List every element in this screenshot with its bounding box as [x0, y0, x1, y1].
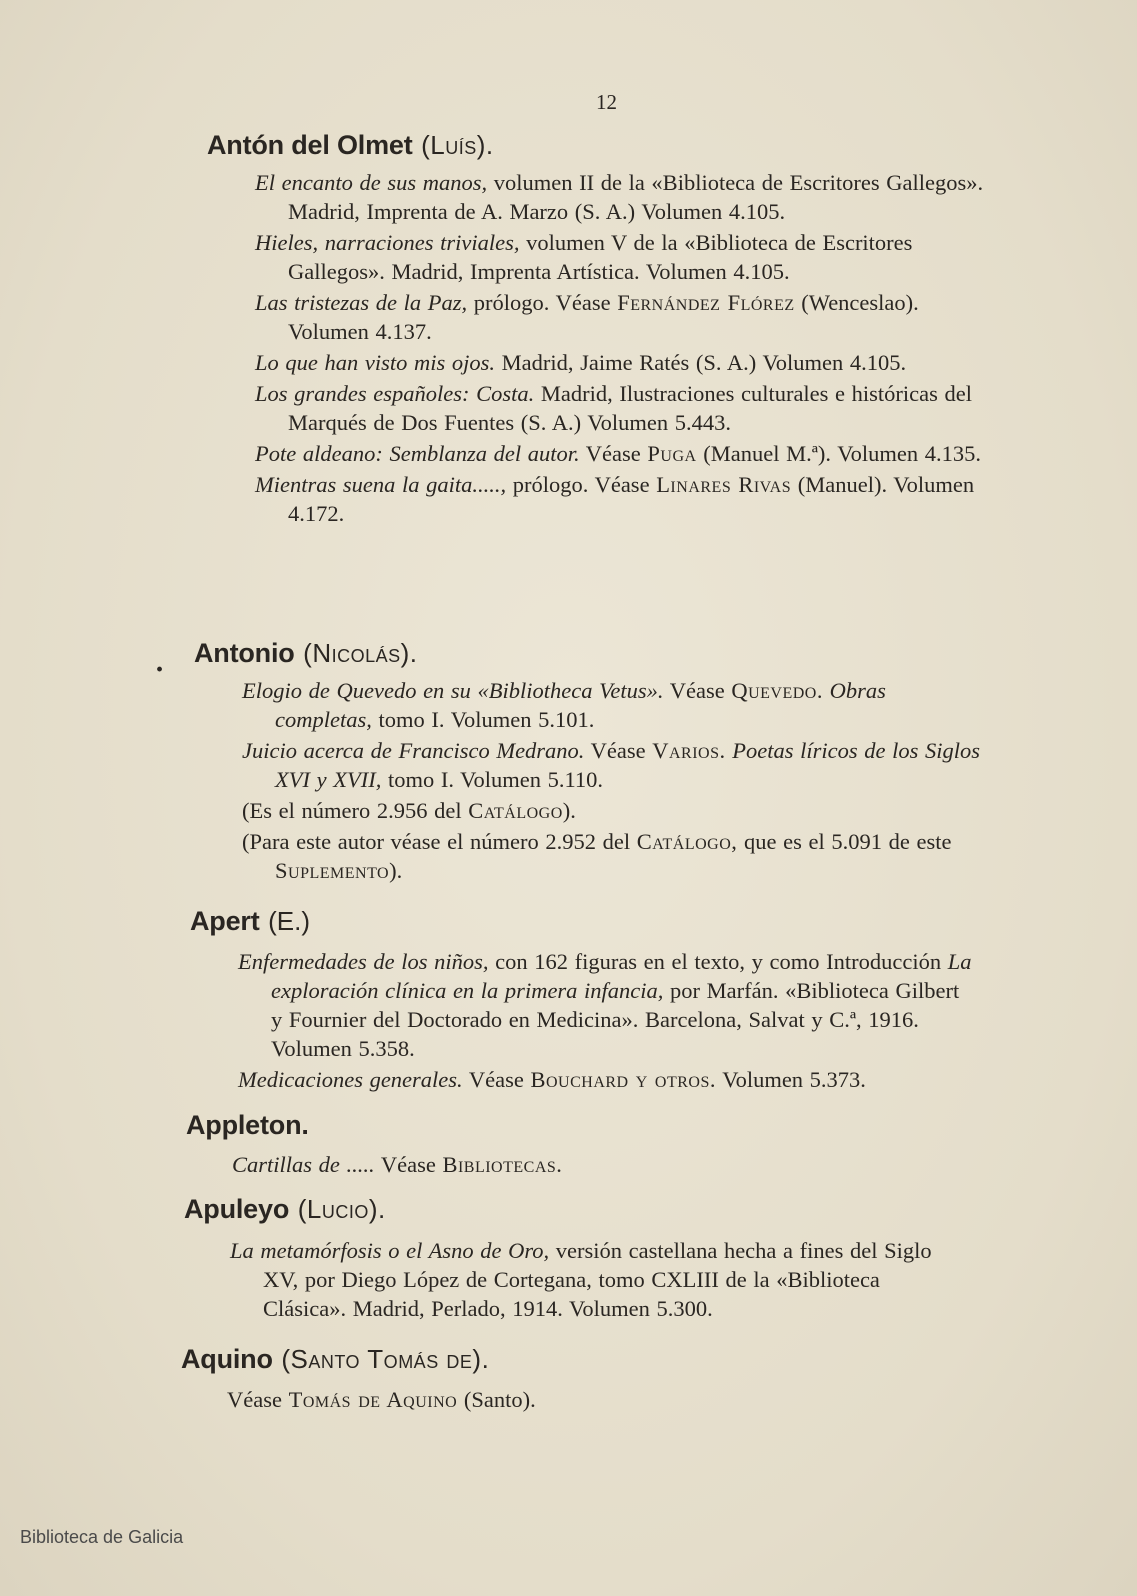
- author-heading: [194, 636, 984, 671]
- work-entry: Cartillas de ..... Véase Bibliotecas.: [232, 1152, 563, 1177]
- author-heading: Appleton.: [186, 1110, 309, 1140]
- see-reference: Véase Tomás de Aquino (Santo).: [227, 1387, 536, 1412]
- author-heading: [207, 128, 997, 163]
- author-given-name: (Nicolás).: [303, 638, 418, 668]
- work-entry: Los grandes españoles: Costa. Madrid, Ilustraciones culturales e históricas del Marqués de Dos Fuentes (S. A.) Volumen 5.443.: [255, 381, 973, 435]
- entry-antonio: [194, 636, 984, 885]
- work-entry: Juicio acerca de Francisco Medrano. Véase Varios. Poetas líricos de los Siglos XVI y XVII, tomo I. Volumen 5.110.: [242, 738, 981, 792]
- work-entry: La metamórfosis o el Asno de Oro, versión castellana hecha a fines del Siglo XV, por Diego López de Cortegana, tomo CXLIII de la «Biblioteca Clásica». Madrid, Perlado, 1914. Volumen 5.300.: [230, 1238, 932, 1321]
- page-number: 12: [596, 90, 617, 114]
- margin-dot: .: [155, 648, 165, 678]
- work-entry: Mientras suena la gaita....., prólogo. Véase Linares Rivas (Manuel). Volumen 4.172.: [255, 472, 975, 526]
- library-watermark: Biblioteca de Galicia: [20, 1527, 184, 1547]
- author-name: Appleton: [186, 1110, 302, 1140]
- author-name: Aquino: [181, 1344, 273, 1374]
- author-given-name: (E.): [268, 906, 310, 936]
- catalog-note: (Para este autor véase el número 2.952 del Catálogo, que es el 5.091 de este Suplemento).: [242, 829, 952, 883]
- author-name: Antón del Olmet: [207, 130, 413, 160]
- work-entry: Hieles, narraciones triviales, volumen V de la «Biblioteca de Escritores Gallegos». Madrid, Imprenta Artística. Volumen 4.105.: [255, 230, 913, 284]
- author-heading: [181, 1342, 971, 1377]
- catalog-note: (Es el número 2.956 del Catálogo).: [242, 798, 576, 823]
- author-name: Apert: [190, 906, 260, 936]
- author-name: Antonio: [194, 638, 295, 668]
- entry-aquino: [181, 1342, 971, 1414]
- work-entry: Lo que han visto mis ojos. Madrid, Jaime Ratés (S. A.) Volumen 4.105.: [255, 350, 907, 375]
- author-heading: [190, 904, 980, 939]
- work-entry: Enfermedades de los niños, con 162 figuras en el texto, y como Introducción La exploración clínica en la primera infancia, por Marfán. «Biblioteca Gilbert y Fournier del Doctorado en Medicina». Barcelona, Salvat y C.ª, 1916. Volumen 5.358.: [238, 949, 972, 1061]
- author-given-name: (Luís).: [421, 130, 494, 160]
- work-entry: El encanto de sus manos, volumen II de la «Biblioteca de Escritores Gallegos». Madrid, Imprenta de A. Marzo (S. A.) Volumen 4.105.: [255, 170, 984, 224]
- work-entry: Pote aldeano: Semblanza del autor. Véase Puga (Manuel M.ª). Volumen 4.135.: [255, 441, 981, 466]
- author-given-name: (Santo Tomás de).: [281, 1344, 490, 1374]
- work-entry: Elogio de Quevedo en su «Bibliotheca Vetus». Véase Quevedo. Obras completas, tomo I. Volumen 5.101.: [242, 678, 886, 732]
- entry-appleton: [186, 1108, 976, 1179]
- work-entry: Las tristezas de la Paz, prólogo. Véase Fernández Flórez (Wenceslao). Volumen 4.137.: [255, 290, 919, 344]
- entry-anton-del-olmet: [207, 128, 997, 528]
- author-given-name: (Lucio).: [297, 1194, 386, 1224]
- author-name: Apuleyo: [184, 1194, 290, 1224]
- work-entry: Medicaciones generales. Véase Bouchard y otros. Volumen 5.373.: [238, 1067, 866, 1092]
- entry-apert: [190, 904, 980, 1094]
- entry-apuleyo: [184, 1192, 974, 1323]
- author-heading: [184, 1192, 974, 1227]
